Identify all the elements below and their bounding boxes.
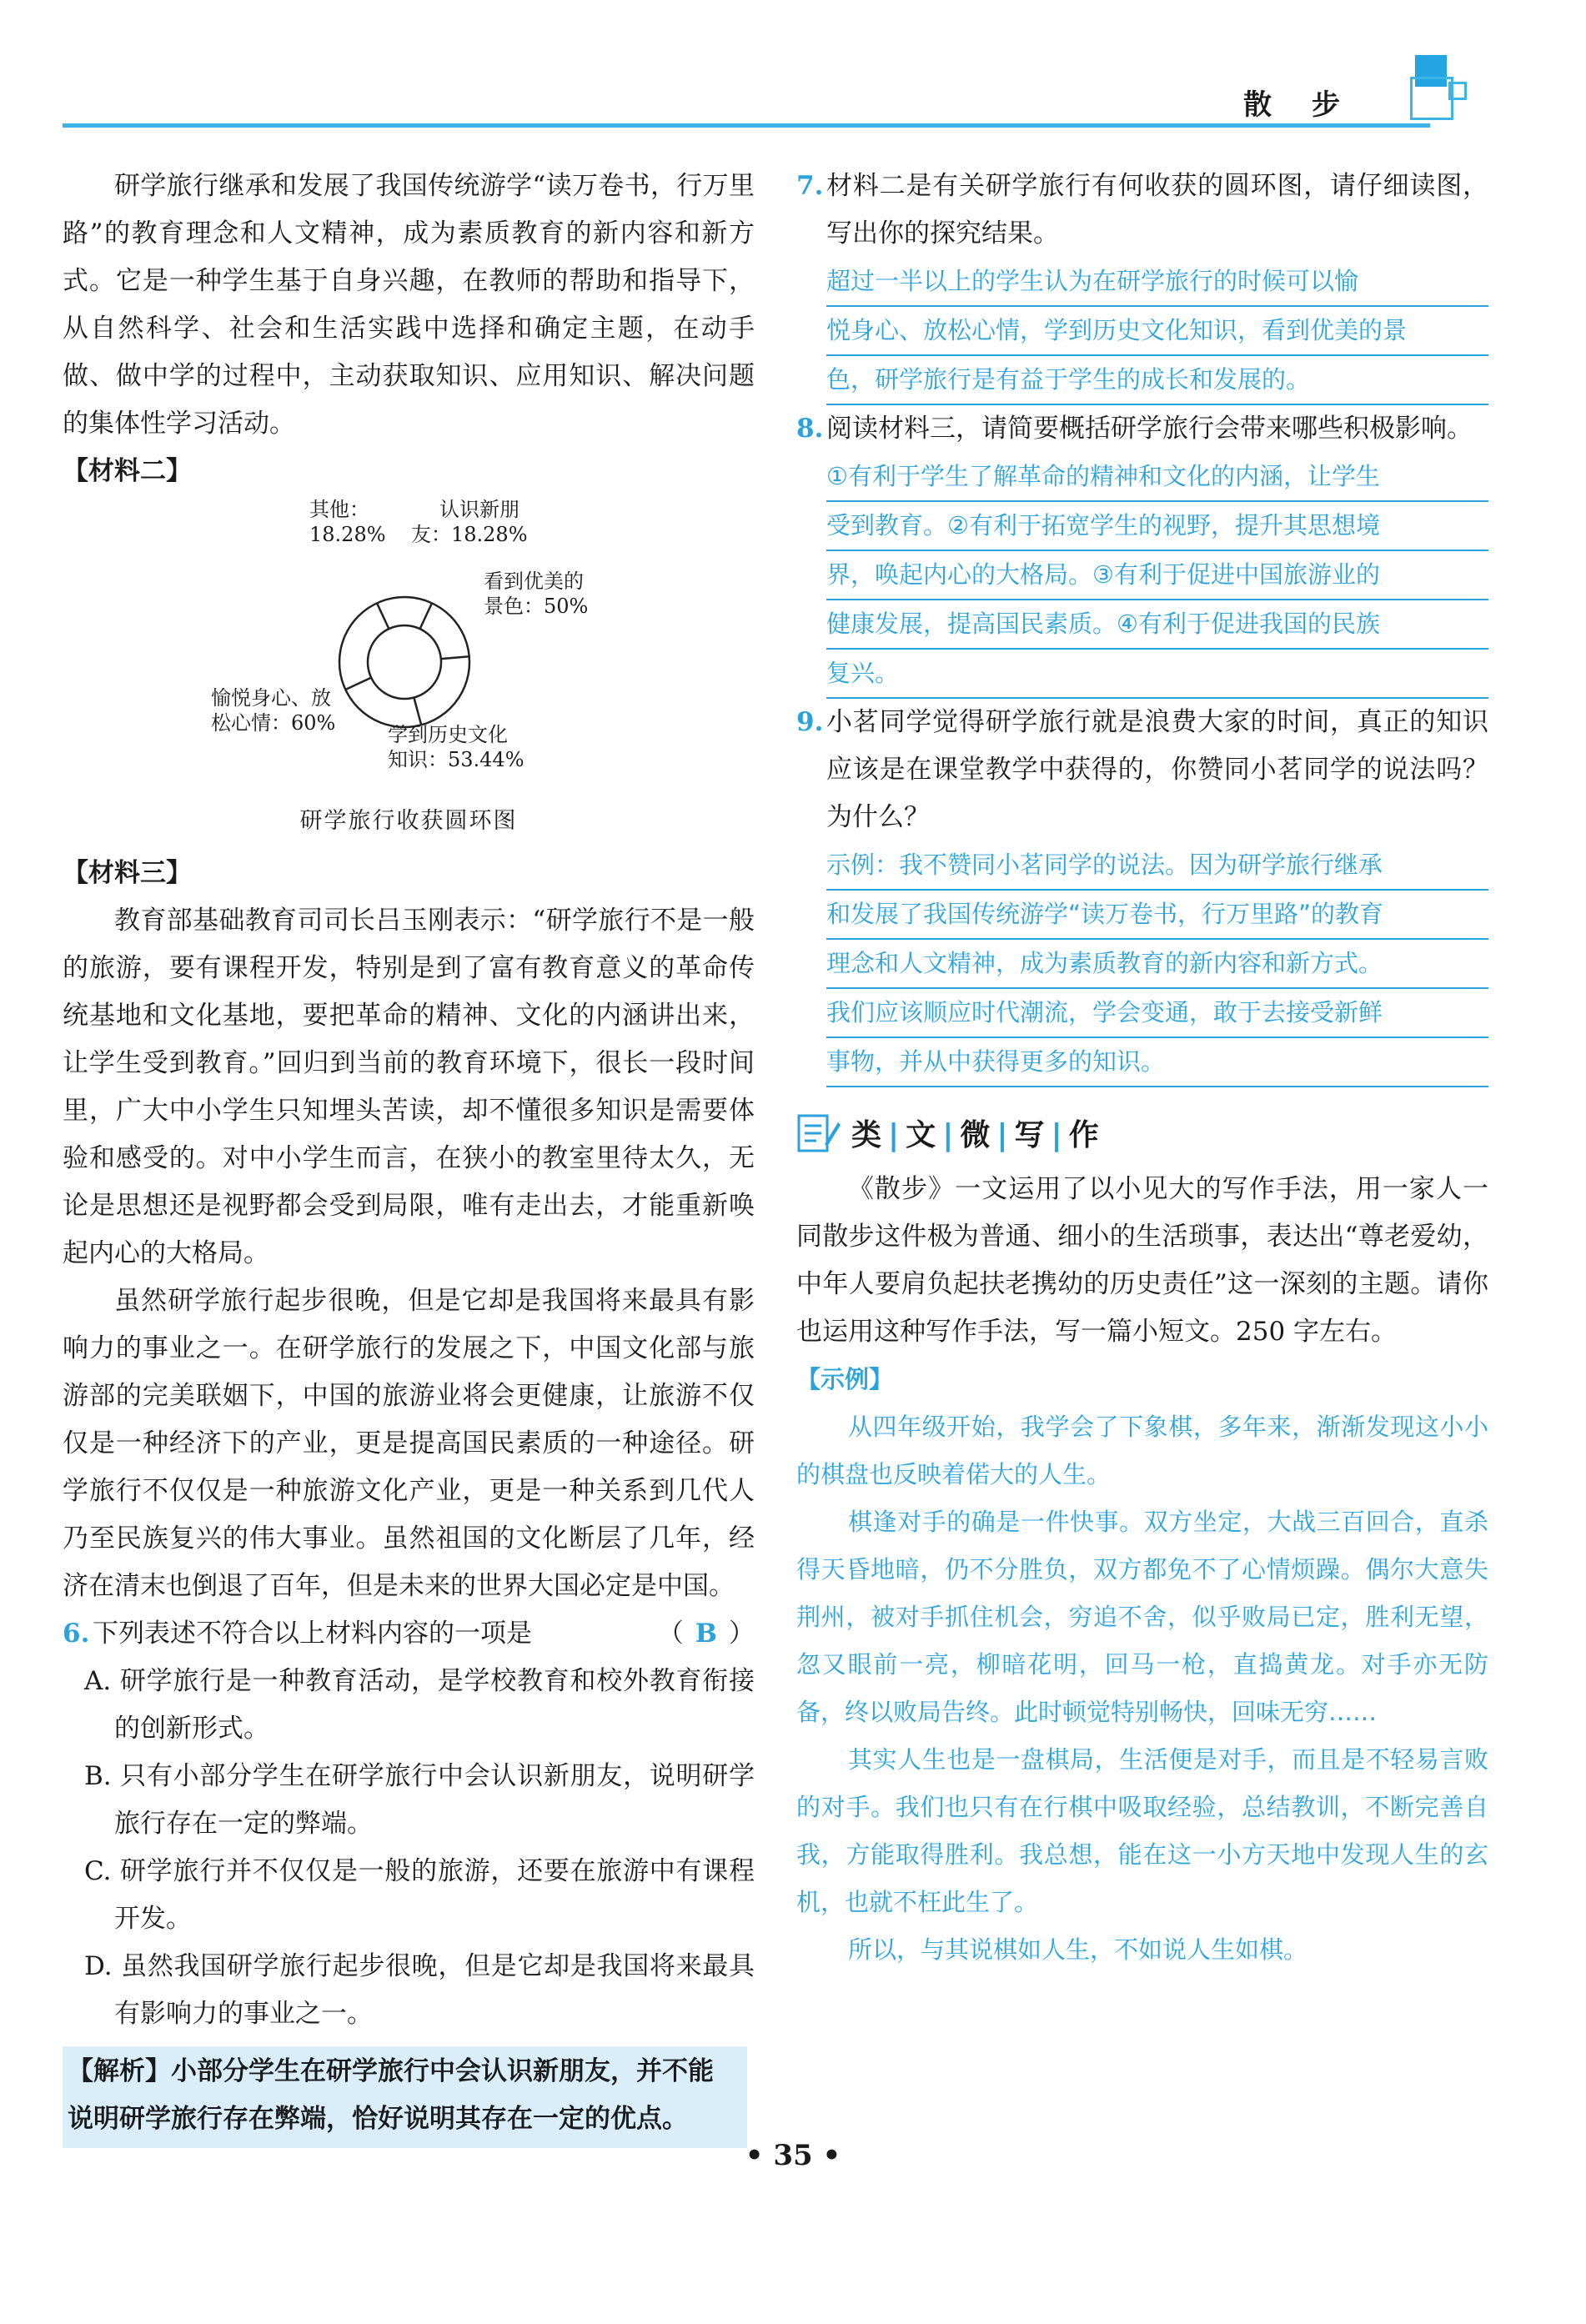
option-d: D. 虽然我国研学旅行起步很晚，但是它却是我国将来最具有影响力的事业之一。 xyxy=(84,1951,755,2029)
option-c: C. 研学旅行并不仅仅是一般的旅游，还要在旅游中有课程开发。 xyxy=(84,1856,755,1934)
paren-open: （ xyxy=(657,1619,684,1649)
chart-label-other xyxy=(309,497,386,547)
option-a: A. 研学旅行是一种教育活动，是学校教育和校外教育衔接的创新形式。 xyxy=(84,1666,755,1744)
material3-tag: 【材料三】 xyxy=(63,858,192,888)
material3-paragraph-1: 教育部基础教育司司长吕玉刚表示：“研学旅行不是一般的旅游，要有课程开发，特别是到了富有教育意义的革命传统基地和文化基地，要把革命的精神、文化的内涵讲出来，让学生受到教育。”回归到当前的教育环境下，很长一段时间里，广大中小学生只知埋头苦读，却不懂很多知识是需要体验和感受的。对中小学生而言，在狭小的教室里待太久，无论是思想还是视野都会受到局限，唯有走出去，才能重新唤起内心的大格局。 xyxy=(63,906,755,1268)
question-6-answer-box xyxy=(658,1610,755,1658)
answer-line: 受到教育。②有利于拓宽学生的视野，提升其思想境 xyxy=(826,502,1488,551)
answer-line: 悦身心、放松心情，学到历史文化知识，看到优美的景 xyxy=(826,307,1488,356)
answer-line: 色，研学旅行是有益于学生的成长和发展的。 xyxy=(826,356,1488,405)
question-6-answer: B xyxy=(695,1619,717,1649)
chart-label-scenery-1: 看到优美的 xyxy=(484,570,584,593)
answer-line: 超过一半以上的学生认为在研学旅行的时候可以愉 xyxy=(826,258,1488,307)
section-title: 类 | 文 | 微 | 写 | 作 xyxy=(851,1117,1099,1152)
section-heading xyxy=(796,1111,1488,1154)
chart-label-scenery xyxy=(484,569,588,619)
question-7-answer xyxy=(826,258,1488,405)
question-6-text-wrap xyxy=(93,1610,755,1658)
question-7-number: 7. xyxy=(796,171,824,201)
chart-label-history-1: 学到历史文化 xyxy=(388,723,508,746)
paren-close: ） xyxy=(729,1619,755,1649)
header-deco-outline xyxy=(1410,77,1453,120)
ring-chart xyxy=(63,495,755,796)
ring-segment-1 xyxy=(377,603,389,629)
section-char: 微 xyxy=(960,1117,991,1152)
question-6-number: 6. xyxy=(63,1619,90,1649)
answer-line: 示例：我不赞同小茗同学的说法。因为研学旅行继承 xyxy=(826,841,1488,891)
intro-paragraph: 研学旅行继承和发展了我国传统游学“读万卷书，行万里路”的教育理念和人文精神，成为素质教育的新内容和新方式。它是一种学生基于自身兴趣，在教师的帮助和指导下，从自然科学、社会和生活实践中选择和确定主题，在动手做、做中学的过程中，主动获取知识、应用知识、解决问题的集体性学习活动。 xyxy=(63,171,755,439)
ring-segment-5 xyxy=(345,678,371,690)
notepad-icon xyxy=(796,1111,841,1154)
question-9-number: 9. xyxy=(796,707,824,737)
right-column xyxy=(796,163,1488,1974)
question-7-text: 材料二是有关研学旅行有何收获的圆环图，请仔细读图，写出你的探究结果。 xyxy=(826,171,1488,248)
chart-label-history xyxy=(388,722,524,772)
option-b: B. 只有小部分学生在研学旅行中会认识新朋友，说明研学旅行存在一定的弊端。 xyxy=(84,1761,755,1839)
question-8-answer xyxy=(826,453,1488,699)
chart-label-other-2: 18.28% xyxy=(309,523,386,546)
writing-prompt: 《散步》一文运用了以小见大的写作手法，用一家人一同散步这件极为普通、细小的生活琐事，表达出“尊老爱幼，中年人要肩负起扶老携幼的历史责任”这一深刻的主题。请你也运用这种写作手法，写一篇小短文。250 字左右。 xyxy=(796,1174,1488,1347)
material2-tag: 【材料二】 xyxy=(63,456,192,486)
answer-line: 界，唤起内心的大格局。③有利于促进中国旅游业的 xyxy=(826,551,1488,600)
section-char: 文 xyxy=(906,1117,936,1152)
example-paragraph: 所以，与其说棋如人生，不如说人生如棋。 xyxy=(848,1935,1308,1964)
answer-line: 事物，并从中获得更多的知识。 xyxy=(826,1038,1488,1087)
question-9 xyxy=(796,699,1488,841)
example-paragraph: 棋逢对手的确是一件快事。双方坐定，大战三百回合，直杀得天昏地暗，仍不分胜负，双方都免不了心情烦躁。偶尔大意失荆州，被对手抓住机会，穷追不舍，似乎败局已定，胜利无望，忽又眼前一亮，柳暗花明，回马一枪，直捣黄龙。对手亦无防备，终以败局告终。此时顿觉特别畅快，回味无穷…… xyxy=(796,1508,1488,1726)
chart-label-friends xyxy=(411,497,528,547)
question-6 xyxy=(63,1610,755,1658)
answer-line: 复兴。 xyxy=(826,650,1488,699)
question-6-text: 下列表述不符合以上材料内容的一项是 xyxy=(93,1619,532,1649)
chart-label-pleasure xyxy=(211,685,335,735)
question-8-text: 阅读材料三，请简要概括研学旅行会带来哪些积极影响。 xyxy=(826,414,1473,444)
analysis-tag: 【解析】 xyxy=(68,2056,171,2086)
section-char: 作 xyxy=(1068,1117,1099,1152)
example-paragraph: 从四年级开始，我学会了下象棋，多年来，渐渐发现这小小的棋盘也反映着偌大的人生。 xyxy=(796,1413,1488,1488)
question-8 xyxy=(796,405,1488,453)
ring-segment-3 xyxy=(441,656,469,659)
ring-outer xyxy=(339,597,469,727)
header-title: 散 步 xyxy=(1243,88,1355,122)
answer-line: 和发展了我国传统游学“读万卷书，行万里路”的教育 xyxy=(826,891,1488,940)
section-char: 类 xyxy=(851,1117,882,1152)
example-tag: 【示例】 xyxy=(796,1365,894,1393)
material3-paragraph-2: 虽然研学旅行起步很晚，但是它却是我国将来最具有影响力的事业之一。在研学旅行的发展之下，中国文化部与旅游部的完美联姻下，中国的旅游业将会更健康，让旅游不仅仅是一种经济下的产业，更是提高国民素质的一种途径。研学旅行不仅仅是一种旅游文化产业，更是一种关系到几代人乃至民族复兴的伟大事业。虽然祖国的文化断层了几年，经济在清末也倒退了百年，但是未来的世界大国必定是中国。 xyxy=(63,1286,755,1601)
chart-label-other-1: 其他： xyxy=(309,498,369,521)
question-9-answer xyxy=(826,841,1488,1087)
header-rule xyxy=(63,123,1430,128)
chart-label-scenery-2: 景色：50% xyxy=(484,595,589,618)
analysis-text: 小部分学生在研学旅行中会认识新朋友，并不能说明研学旅行存在弊端，恰好说明其存在一定的优点。 xyxy=(68,2056,714,2134)
chart-label-pleasure-2: 松心情：60% xyxy=(211,711,336,735)
page-number: • 35 • xyxy=(745,2139,841,2172)
chart-label-pleasure-1: 愉悦身心、放 xyxy=(211,686,331,710)
question-7 xyxy=(796,163,1488,258)
question-8-number: 8. xyxy=(796,414,824,444)
page-header xyxy=(63,50,1472,129)
ring-segment-2 xyxy=(420,603,432,629)
analysis-box xyxy=(63,2046,747,2148)
ring-inner xyxy=(368,625,441,699)
answer-line: 理念和人文精神，成为素质教育的新内容和新方式。 xyxy=(826,940,1488,989)
chart-label-history-2: 知识：53.44% xyxy=(388,748,524,771)
chart-label-friends-1: 认识新朋 xyxy=(439,498,519,521)
answer-line: 我们应该顺应时代潮流，学会变通，敢于去接受新鲜 xyxy=(826,989,1488,1038)
left-column xyxy=(63,163,755,2148)
header-deco-small xyxy=(1448,82,1467,100)
example-paragraph: 其实人生也是一盘棋局，生活便是对手，而且是不轻易言败的对手。我们也只有在行棋中吸取经验，总结教训，不断完善自我，方能取得胜利。我总想，能在这一小方天地中发现人生的玄机，也就不枉此生了。 xyxy=(796,1745,1488,1916)
answer-line: 健康发展，提高国民素质。④有利于促进我国的民族 xyxy=(826,600,1488,650)
answer-line: ①有利于学生了解革命的精神和文化的内涵，让学生 xyxy=(826,453,1488,502)
chart-caption: 研学旅行收获圆环图 xyxy=(299,808,518,834)
question-9-text: 小茗同学觉得研学旅行就是浪费大家的时间，真正的知识应该是在课堂教学中获得的，你赞同小茗同学的说法吗？为什么？ xyxy=(826,707,1488,832)
section-char: 写 xyxy=(1014,1117,1045,1152)
ring-segment-4 xyxy=(414,698,421,725)
chart-label-friends-2: 友：18.28% xyxy=(411,523,528,546)
